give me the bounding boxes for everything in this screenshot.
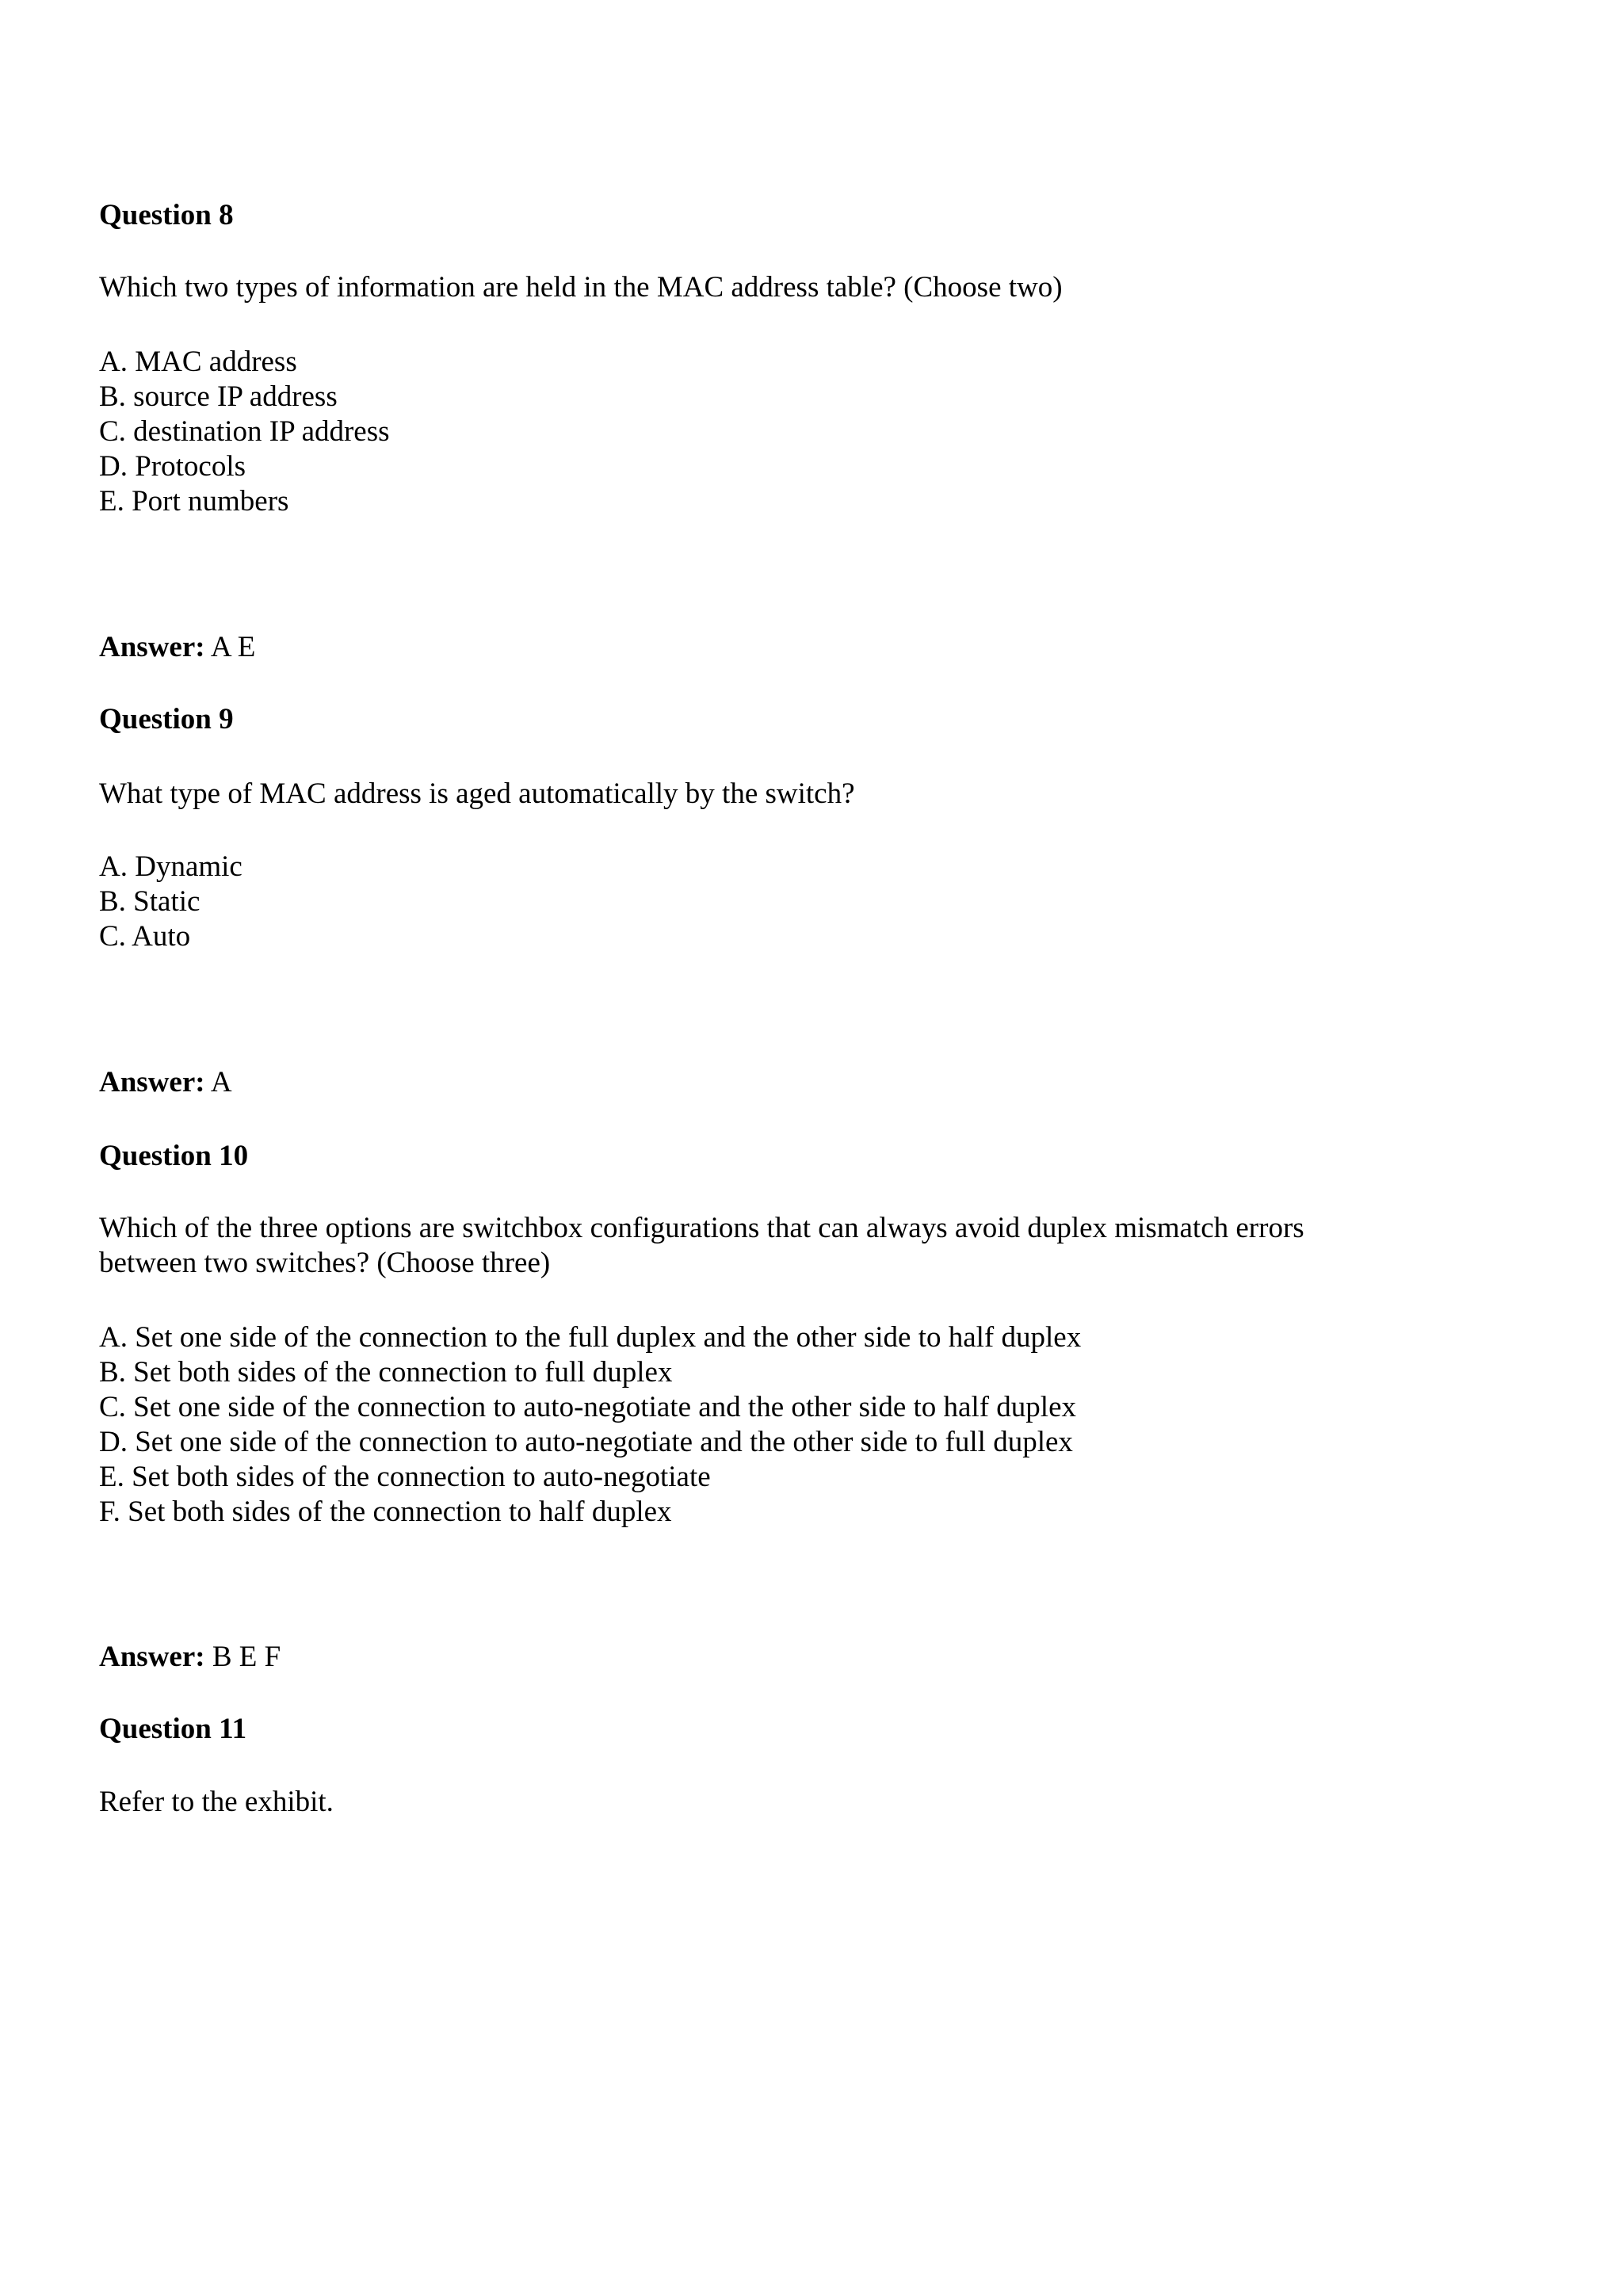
option-b: B. source IP address	[99, 380, 338, 413]
question-9-stem: What type of MAC address is aged automatically by the switch?	[99, 777, 855, 810]
question-10-stem	[99, 1211, 1304, 1281]
option-c: C. Auto	[99, 920, 191, 953]
question-8-stem: Which two types of information are held in the MAC address table? (Choose two)	[99, 271, 1063, 304]
question-9-answer	[99, 1065, 232, 1100]
option-a: A. Dynamic	[99, 850, 242, 883]
answer-label: Answer:	[99, 631, 205, 663]
option-d: D. Set one side of the connection to auto-negotiate and the other side to full duplex	[99, 1426, 1073, 1458]
answer-value: B E F	[212, 1641, 281, 1673]
answer-value: A	[210, 1066, 232, 1098]
question-11-stem: Refer to the exhibit.	[99, 1786, 334, 1818]
option-f: F. Set both sides of the connection to half duplex	[99, 1496, 672, 1528]
question-8-answer	[99, 630, 255, 665]
option-e: E. Port numbers	[99, 485, 289, 518]
option-b: B. Static	[99, 885, 200, 918]
question-10-answer	[99, 1640, 281, 1675]
option-d: D. Protocols	[99, 450, 246, 483]
answer-label: Answer:	[99, 1066, 205, 1098]
option-a: A. Set one side of the connection to the full duplex and the other side to half duplex	[99, 1321, 1082, 1354]
question-10-title: Question 10	[99, 1140, 249, 1172]
answer-value: A E	[210, 631, 256, 663]
question-8-title: Question 8	[99, 199, 234, 231]
option-c: C. destination IP address	[99, 415, 390, 448]
question-9-title: Question 9	[99, 703, 234, 735]
option-e: E. Set both sides of the connection to auto-negotiate	[99, 1461, 711, 1493]
answer-label: Answer:	[99, 1641, 205, 1673]
question-10-stem-line-1: Which of the three options are switchbox configurations that can always avoid duplex mismatch errors	[99, 1212, 1304, 1244]
option-c: C. Set one side of the connection to auto-negotiate and the other side to half duplex	[99, 1391, 1076, 1423]
option-b: B. Set both sides of the connection to full duplex	[99, 1356, 673, 1389]
question-10-options	[99, 1320, 1081, 1530]
question-9-options	[99, 850, 242, 954]
question-10-stem-line-2: between two switches? (Choose three)	[99, 1247, 551, 1279]
question-8-options	[99, 345, 390, 519]
question-11-title: Question 11	[99, 1713, 247, 1745]
option-a: A. MAC address	[99, 346, 297, 378]
